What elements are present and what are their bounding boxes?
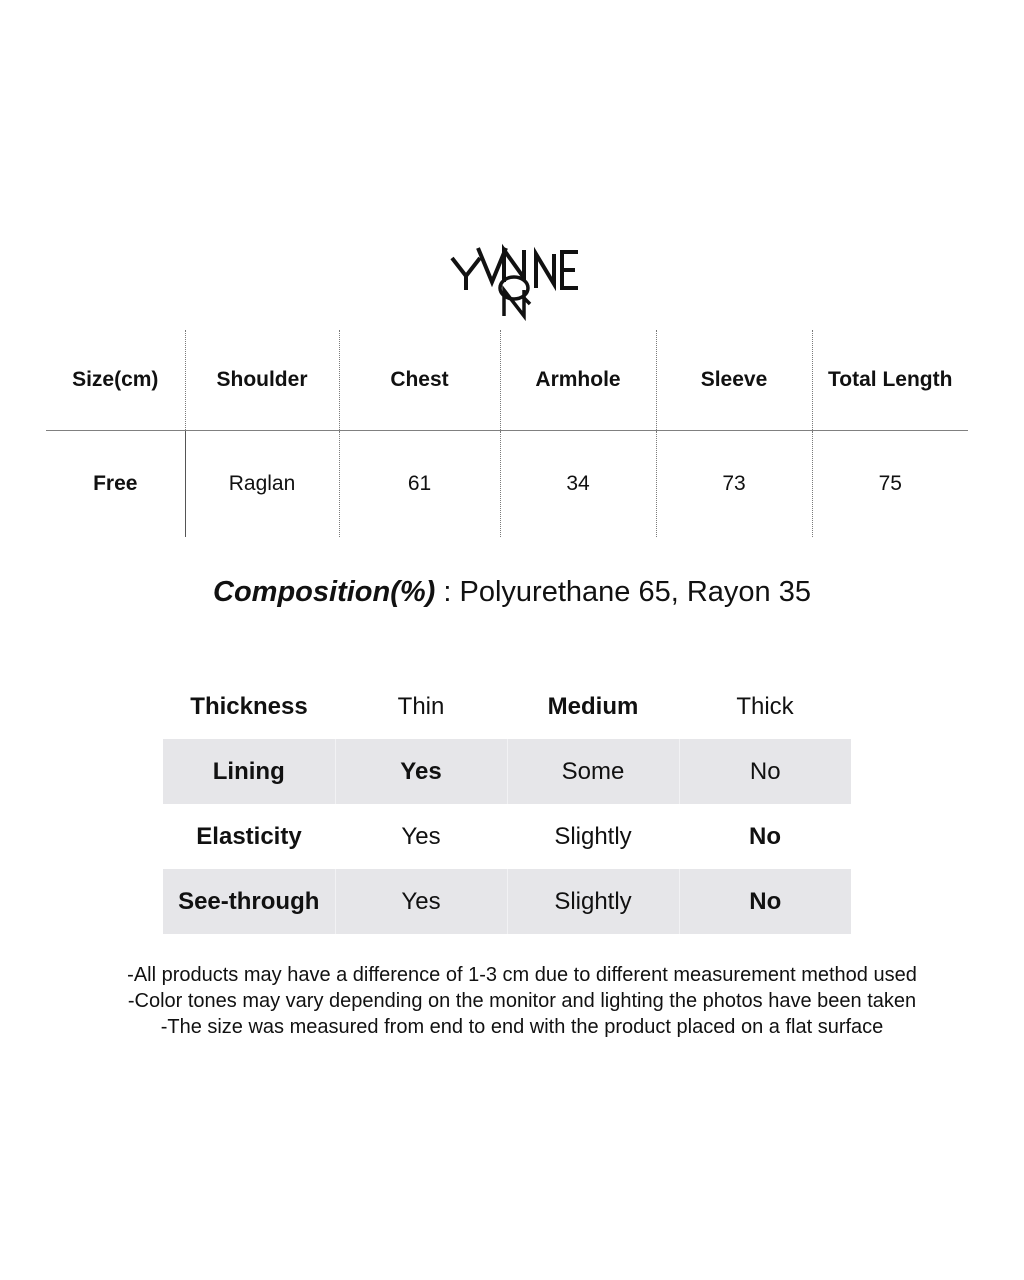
see-through-option: Yes — [335, 869, 507, 934]
size-chart-header-row — [46, 330, 968, 431]
note-line: -All products may have a difference of 1-3 cm due to different measurement method used — [127, 964, 917, 986]
size-chart-data-row — [46, 431, 968, 538]
elasticity-option: Yes — [401, 822, 441, 850]
shoulder-value-cell: Raglan — [185, 431, 339, 538]
total-length-header-cell: Total Length — [812, 330, 968, 431]
disclaimer-notes — [0, 962, 1024, 1040]
lining-row — [163, 739, 851, 804]
elasticity-row — [163, 804, 851, 869]
thickness-option: Thick — [736, 692, 794, 720]
composition-label: Composition(%) — [213, 576, 436, 608]
chest-value-cell: 61 — [339, 431, 500, 538]
note-line: -The size was measured from end to end with the product placed on a flat surface — [160, 1016, 884, 1038]
lining-label: Lining — [163, 739, 335, 804]
size-chart-table — [46, 330, 968, 537]
see-through-row — [163, 869, 851, 934]
sleeve-value-cell: 73 — [656, 431, 812, 538]
see-through-option-selected: No — [679, 869, 851, 934]
armhole-header-cell: Armhole — [500, 330, 656, 431]
lining-option: Some — [507, 739, 679, 804]
total-length-value-cell: 75 — [812, 431, 968, 538]
fabric-properties-table — [163, 674, 851, 934]
composition-value: Polyurethane 65, Rayon 35 — [459, 576, 811, 608]
shoulder-header-cell: Shoulder — [185, 330, 339, 431]
thickness-label: Thickness — [190, 692, 308, 720]
yvonne-monogram-logo — [440, 238, 584, 322]
size-value-cell: Free — [93, 472, 138, 495]
elasticity-option-selected: No — [749, 822, 781, 850]
see-through-label: See-through — [163, 869, 335, 934]
composition-line — [0, 576, 1024, 609]
lining-option: No — [679, 739, 851, 804]
sleeve-header-cell: Sleeve — [656, 330, 812, 431]
composition-separator: : — [435, 576, 460, 608]
elasticity-label: Elasticity — [196, 822, 302, 850]
thickness-row — [163, 674, 851, 739]
size-header-cell: Size(cm) — [46, 330, 185, 431]
note-line: -Color tones may vary depending on the monitor and lighting the photos have been taken — [127, 990, 917, 1012]
thickness-option: Thin — [397, 692, 445, 720]
lining-option-selected: Yes — [335, 739, 507, 804]
elasticity-option: Slightly — [554, 822, 632, 850]
see-through-option: Slightly — [507, 869, 679, 934]
thickness-option-selected: Medium — [547, 692, 639, 720]
armhole-value-cell: 34 — [500, 431, 656, 538]
chest-header-cell: Chest — [339, 330, 500, 431]
